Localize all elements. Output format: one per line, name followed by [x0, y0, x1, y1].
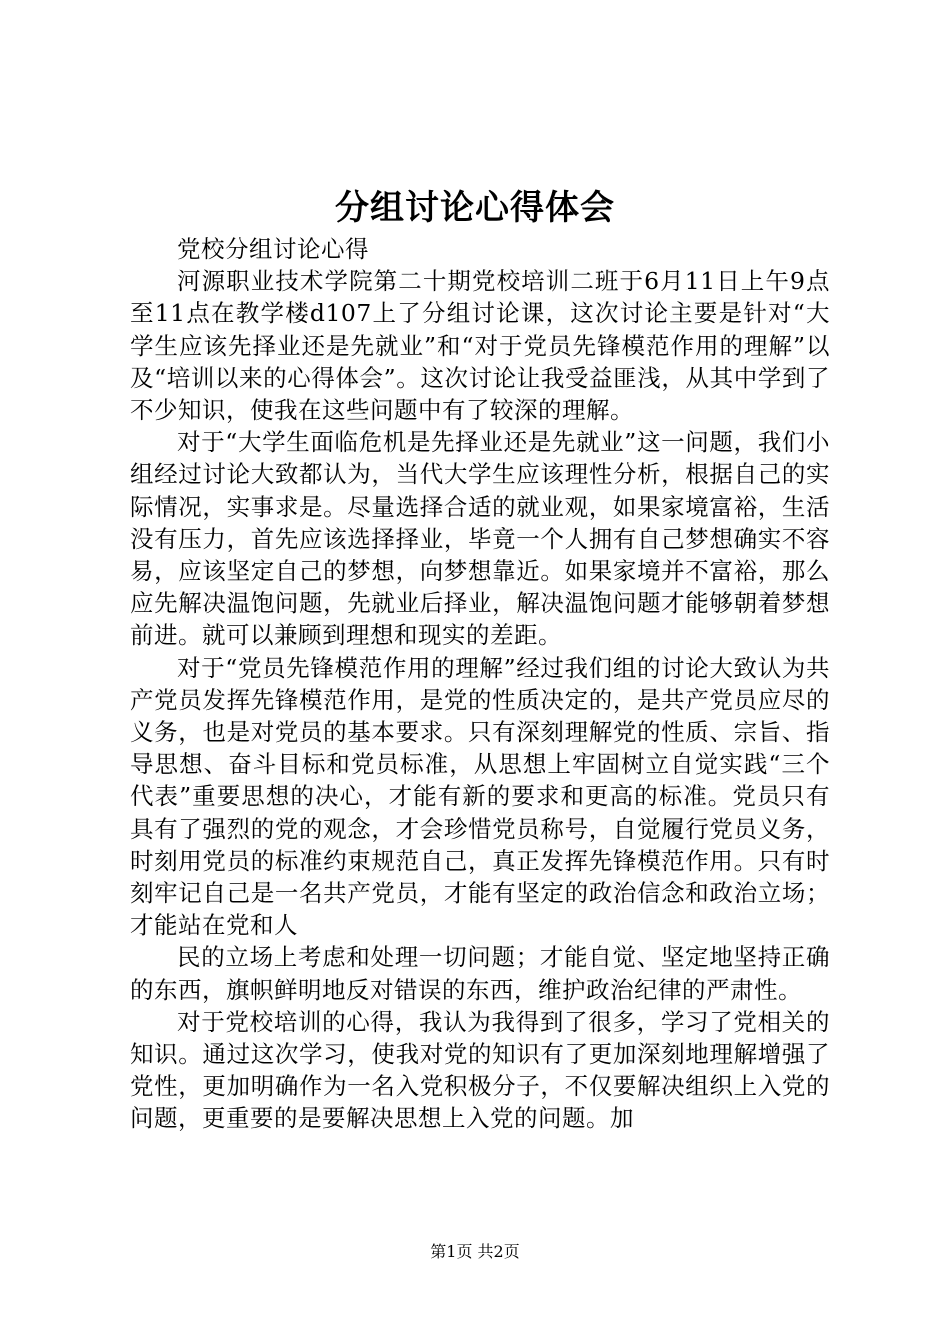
paragraph-employment: 对于“大学生面临危机是先择业还是先就业”这一问题，我们小组经过讨论大致都认为，当代大学生应该理性分析，根据自己的实际情况，实事求是。尽量选择合适的就业观，如果家境富裕，生活没有压力，首先应该选择择业，毕竟一个人拥有自己梦想确实不容易，应该坚定自己的梦想，向梦想靠近。如果家境并不富裕，那么应先解决温饱问题，先就业后择业，解决温饱问题才能够朝着梦想前进。就可以兼顾到理想和现实的差距。 [130, 428, 830, 650]
page-indicator: 第1页 共2页 [430, 1242, 520, 1261]
document-body [130, 233, 830, 1135]
paragraph-subtitle: 党校分组讨论心得 [177, 235, 369, 263]
paragraph-vanguard: 对于“党员先锋模范作用的理解”经过我们组的讨论大致认为共产党员发挥先锋模范作用，是党的性质决定的，是共产党员应尽的义务，也是对党员的基本要求。只有深刻理解党的性质、宗旨、指导思想、奋斗目标和党员标准，从思想上牢固树立自觉实践“三个代表”重要思想的决心，才能有新的要求和更高的标准。党员只有具有了强烈的党的观念，才会珍惜党员称号，自觉履行党员义务，时刻用党员的标准约束规范自己，真正发挥先锋模范作用。只有时刻牢记自己是一名共产党员，才能有坚定的政治信念和政治立场；才能站在党和人 [130, 653, 830, 940]
paragraph-training: 对于党校培训的心得，我认为我得到了很多，学习了党相关的知识。通过这次学习，使我对党的知识有了更加深刻地理解增强了党性，更加明确作为一名入党积极分子，不仅要解决组织上入党的问题，更重要的是要解决思想上入党的问题。加 [130, 1007, 830, 1133]
document-title: 分组讨论心得体会 [335, 188, 615, 228]
paragraph-intro: 河源职业技术学院第二十期党校培训二班于6月11日上午9点至11点在教学楼d107上了分组讨论课，这次讨论主要是针对“大学生应该先择业还是先就业”和“对于党员先锋模范作用的理解”以及“培训以来的心得体会”。这次讨论让我受益匪浅，从其中学到了不少知识，使我在这些问题中有了较深的理解。 [130, 267, 830, 425]
paragraph-vanguard-continued: 民的立场上考虑和处理一切问题；才能自觉、坚定地坚持正确的东西，旗帜鲜明地反对错误的东西，维护政治纪律的严肃性。 [130, 943, 830, 1004]
